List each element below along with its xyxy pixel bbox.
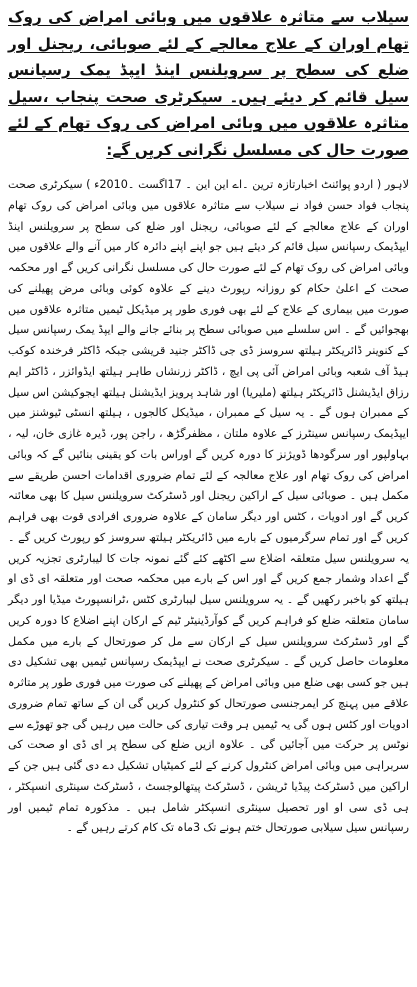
headline-text: سیلاب سے متاثرہ علاقوں میں وبائی امراض کی روک تھام اوران کے علاج معالجے کے لئے صوبائی، ریجنل اور ضلع کی سطح پر سرویلنس اینڈ ایپڈ یمک رسپانس سیل قائم کر دیئے ہیں۔ سیکرٹری صحت پنجاب ،سیل متاثرہ علاقوں میں وبائی امراض کی روک تھام کے لئے صورت حال کی مسلسل نگرانی کریں گے: — [8, 8, 409, 159]
article-body — [8, 175, 409, 839]
article-body-text: سیکرٹری صحت پنجاب فواد حسن فواد نے سیلاب سے متاثرہ علاقوں میں وبائی امراض کی روک تھام اوران کے علاج معالجے کے لئے صوبائی، ریجنل اور ضلع کی سطح پر سرویلنس اینڈ ایپڈیمک رسپانس سیل قائم کر دیئے ہیں جو اپنے اپنے دائرہ کار میں آنے والے علاقوں میں وبائی امراض کی روک تھام کے لئے صورت حال کی مسلسل نگرانی کریں گے اور محکمہ صحت کے اعلیٰ حکام کو روزانہ رپورٹ دینے کے علاوہ کوئی وبائی مرض پھیلنے کی صورت میں بیماری کے علاج کے لئے بھی فوری طور پر میڈیکل ٹیمیں متاثرہ علاقوں میں بھجوائیں گے ۔ اس سلسلے میں صوبائی سطح پر بنائے جانے والے ایپڈ یمک رسپانس سیل کے کنوینر ڈائریکٹر ہیلتھ سروسز ڈی جی ڈاکٹر جنید قریشی جبکہ ڈاکٹر فرخندہ کوکب ہیڈ آف شعبہ وبائی امراض آئی پی ایچ ، ڈاکٹر زرنشاں طاہر ہیلتھ ایڈوائزر ، ڈاکٹر ایم رزاق ایڈیشنل ڈائریکٹر ہیلتھ (ملیریا) اور شاہد پرویز ایڈیشنل ہیلتھ ایجوکیشن اس سیل کے ممبران ہوں گے ۔ یہ سیل کے ممبران ، میڈیکل کالجوں ، ہیلتھ انسٹی ٹیوشنز میں ایپڈیمک رسپانس سینٹرز کے علاوہ ملتان ، مظفرگڑھ ، راجن پور، ڈیرہ غازی خان، لیہ ، بہاولپور اور سرگودھا ڈویژنز کا دورہ کریں گے اوراس بات کو یقینی بنائیں گے کہ وبائی امراض کی روک تھام اور علاج معالجہ کے لئے تمام ضروری اقدامات احسن طریقے سے مکمل ہیں ۔ صوبائی سیل کے اراکین ریجنل اور ڈسٹرکٹ سرویلنس سیل کا بھی معائنہ کریں گے اور ادویات ، کٹس اور دیگر سامان کے علاوہ ضروری افرادی قوت بھی فراہم کریں گے اور تمام سرگرمیوں کے بارے میں ڈائریکٹر ہیلتھ سروسز کو رپورٹ کریں گے ۔ یہ سرویلنس سیل متعلقہ اضلاع سے اکٹھے کئے گئے نمونہ جات کا لیبارٹری تجزیہ کریں گے اعداد وشمار جمع کریں گے اور اس کے بارے میں محکمہ صحت اور متعلقہ ای ڈی او ہیلتھ کو باخبر رکھیں گے ۔ یہ سرویلنس سیل لیبارٹری کٹس ،ٹرانسپورٹ میڈیا اور دیگر سامان متعلقہ ضلع کو فراہم کریں گے کوآرڈینیٹر ٹیم کے ارکان اپنے اضلاع کا دورہ کریں گے اور ڈسٹرکٹ سرویلنس سیل کے ارکان سے مل کر صورتحال کے بارے میں مکمل معلومات حاصل کریں گے ۔ سیکرٹری صحت نے ایپڈیمک رسپانس ٹیمیں بھی تشکیل دی ہیں جو کسی بھی ضلع میں وبائی امراض کے پھیلنے کی صورت میں فوری طور پر متاثرہ علاقے میں پہنچ کر ایمرجنسی صورتحال کو کنٹرول کریں گی ان کے ساتھ تمام ضروری ادویات اور کٹس ہوں گی یہ ٹیمیں ہر وقت تیاری کی حالت میں رہیں گی جو تھوڑے سے نوٹس پر حرکت میں آجائیں گی ۔ علاوہ ازیں ضلع کی سطح پر ای ڈی او صحت کی سربراہی میں وبائی امراض کنٹرول کرنے کے لئے کمیٹیاں تشکیل دے دی گئی ہیں جن کے اراکین میں ڈسٹرکٹ پیڈیا ٹریشن ، ڈسٹرکٹ پیتھالوجسٹ ، ڈسٹرکٹ سینٹری انسپکٹر ، ہی ڈی سی او اور تحصیل سینٹری انسپکٹر شامل ہیں ۔ مذکورہ تمام ٹیمیں اور رسپانس سیل سیلابی صورتحال ختم ہونے تک 3ماہ تک کام کرتے رہیں گے ۔ — [8, 178, 409, 835]
article-headline — [8, 4, 409, 163]
article-dateline: لاہور ( اردو پوائنٹ اخبارتازہ ترین ۔اے این این ۔ 17اگست ۔2010ء ) — [82, 178, 409, 191]
